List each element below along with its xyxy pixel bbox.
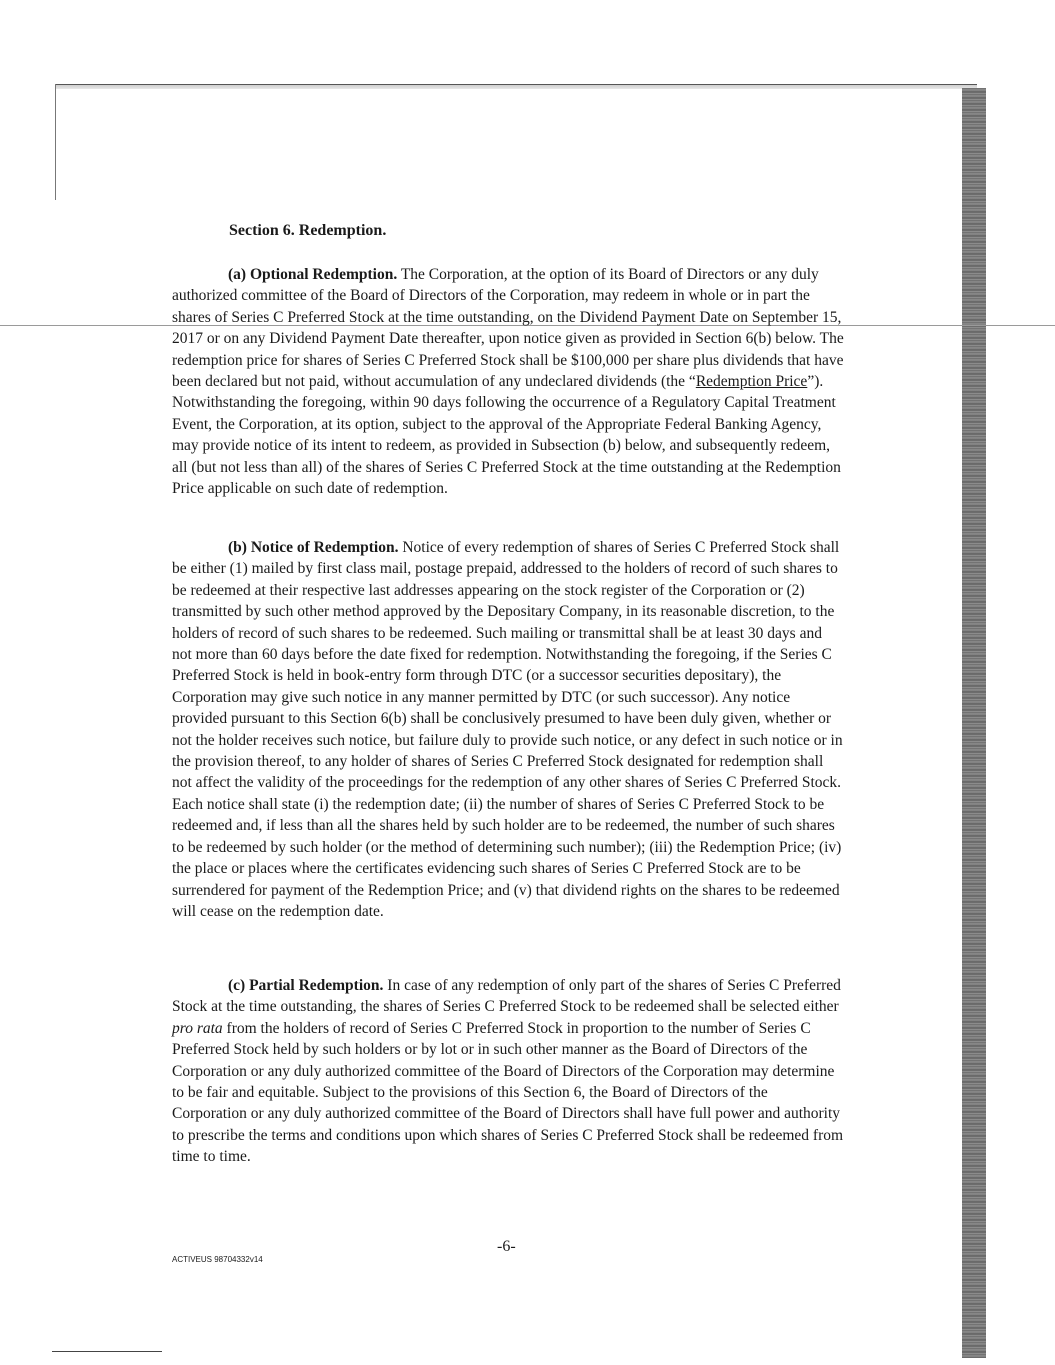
page-number: -6- [497, 1238, 516, 1255]
paragraph-text: ”). Notwithstanding the foregoing, within 90 days following the occurrence of a Regulatory Capital Treatment Event, the Corporation, at its option, subject to the approval of the Appropriate Federal Banking Agency, may provide notice of its intent to redeem, as provided in Subsection (b) below, and subsequently redeem, all (but not less than all) of the shares of Series C Preferred Stock at the time outstanding at the Redemption Price applicable on such date of redemption. [172, 373, 841, 498]
paragraph-optional-redemption [172, 264, 844, 499]
document-id: ACTIVEUS 98704332v14 [172, 1255, 263, 1264]
scan-left-border [55, 84, 56, 200]
paragraph-text: In case of any redemption of only part of the shares of Series C Preferred Stock at the time outstanding, the shares of Series C Preferred Stock to be redeemed shall be selected either [172, 977, 841, 1016]
scan-bottom-mark [52, 1351, 162, 1352]
paragraph-notice-of-redemption [172, 537, 844, 922]
paragraph-lead: (a) Optional Redemption. [228, 266, 398, 283]
paragraph-text: The Corporation, at the option of its Board of Directors or any duly authorized committee of the Board of Directors of the Corporation, may redeem in whole or in part the shares of Series C Preferred Stock at the time outstanding, on the Dividend Payment Date on September 15, 2017 or on any Dividend Payment Date thereafter, upon notice given as provided in Section 6(b) below. The redemption price for shares of Series C Preferred Stock shall be $100,000 per share plus dividends that have been declared but not paid, without accumulation of any undeclared dividends (the “ [172, 266, 844, 391]
paragraph-text: Notice of every redemption of shares of Series C Preferred Stock shall be either (1) mailed by first class mail, postage prepaid, addressed to the holders of record of such shares to be redeemed at their respective last addresses appearing on the stock register of the Corporation or (2) transmitted by such other method approved by the Depositary Company, in its reasonable discretion, to the holders of record of such shares to be redeemed. Such mailing or transmittal shall be at least 30 days and not more than 60 days before the date fixed for redemption. Notwithstanding the foregoing, if the Series C Preferred Stock is held in book-entry form through DTC (or a successor securities depositary), the Corporation may give such notice in any manner permitted by DTC (or such successor). Any notice provided pursuant to this Section 6(b) shall be conclusively presumed to have been duly given, whether or not the holder receives such notice, but failure duly to provide such notice, or any defect in such notice or in the provision thereof, to any holder of shares of Series C Preferred Stock designated for redemption shall not affect the validity of the proceedings for the redemption of any other shares of Series C Preferred Stock. Each notice shall state (i) the redemption date; (ii) the number of shares of Series C Preferred Stock to be redeemed and, if less than all the shares held by such holder are to be redeemed, the number of such shares to be redeemed by such holder (or the method of determining such number); (iii) the Redemption Price; (iv) the place or places where the certificates evidencing such shares of Series C Preferred Stock are to be surrendered for payment of the Redemption Price; and (v) that dividend rights on the shares to be redeemed will cease on the redemption date. [172, 539, 843, 920]
italic-term: pro rata [172, 1019, 223, 1037]
paragraph-partial-redemption [172, 975, 844, 1168]
scan-right-edge [962, 88, 986, 1358]
paragraph-lead: (b) Notice of Redemption. [228, 539, 399, 556]
paragraph-lead: (c) Partial Redemption. [228, 977, 384, 994]
scan-top-border [55, 84, 977, 89]
defined-term: Redemption Price [695, 373, 808, 391]
section-heading: Section 6. Redemption. [229, 222, 387, 239]
paragraph-text: from the holders of record of Series C Preferred Stock in proportion to the number of Series C Preferred Stock held by such holders or by lot or in such other manner as the Board of Directors of the Corporation or any duly authorized committee of the Board of Directors of the Corporation may determine to be fair and equitable. Subject to the provisions of this Section 6, the Board of Directors of the Corporation or any duly authorized committee of the Board of Directors shall have full power and authority to prescribe the terms and conditions upon which shares of Series C Preferred Stock shall be redeemed from time to time. [172, 1019, 844, 1166]
